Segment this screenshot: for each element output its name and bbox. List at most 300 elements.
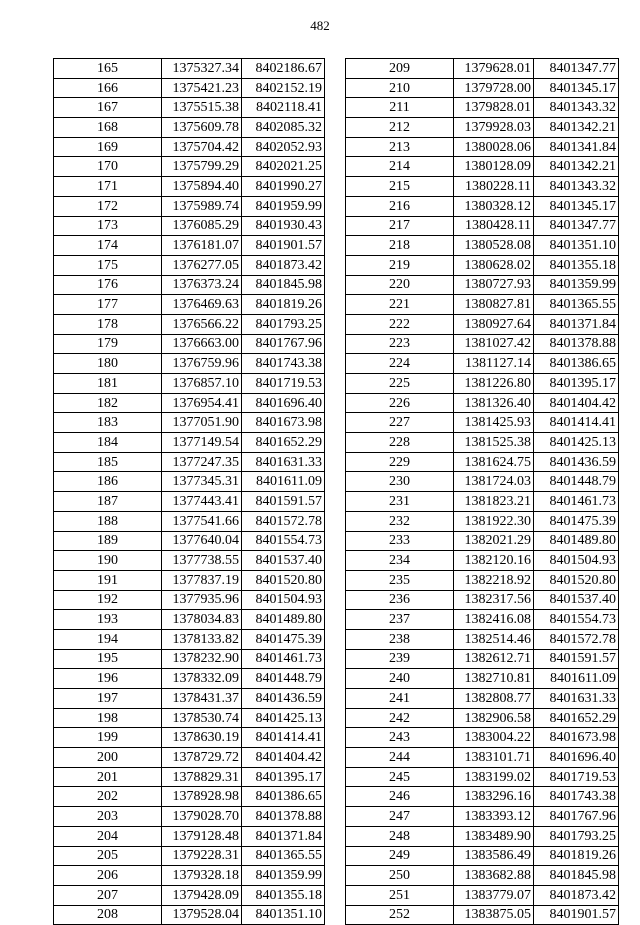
y-coordinate-cell: 8401359.99 (242, 866, 325, 886)
x-coordinate-cell: 1376759.96 (162, 354, 242, 374)
x-coordinate-cell: 1381525.38 (454, 433, 534, 453)
point-number-cell: 225 (346, 374, 454, 394)
y-coordinate-cell: 8401930.43 (242, 216, 325, 236)
table-row (54, 846, 325, 866)
x-coordinate-cell: 1376663.00 (162, 334, 242, 354)
point-number-cell: 221 (346, 295, 454, 315)
y-coordinate-cell: 8401425.13 (534, 433, 619, 453)
table-row (54, 393, 325, 413)
point-number-cell: 178 (54, 314, 162, 334)
x-coordinate-cell: 1383296.16 (454, 787, 534, 807)
point-number-cell: 184 (54, 433, 162, 453)
table-row (54, 295, 325, 315)
point-number-cell: 214 (346, 157, 454, 177)
table-row (54, 137, 325, 157)
y-coordinate-cell: 8401436.59 (242, 689, 325, 709)
point-number-cell: 212 (346, 118, 454, 138)
x-coordinate-cell: 1378034.83 (162, 610, 242, 630)
table-row (346, 610, 619, 630)
x-coordinate-cell: 1375609.78 (162, 118, 242, 138)
y-coordinate-cell: 8402021.25 (242, 157, 325, 177)
point-number-cell: 181 (54, 374, 162, 394)
y-coordinate-cell: 8401873.42 (534, 885, 619, 905)
y-coordinate-cell: 8401395.17 (534, 374, 619, 394)
table-row (54, 610, 325, 630)
point-number-cell: 236 (346, 590, 454, 610)
x-coordinate-cell: 1378729.72 (162, 748, 242, 768)
point-number-cell: 166 (54, 78, 162, 98)
table-row (54, 570, 325, 590)
y-coordinate-cell: 8401793.25 (242, 314, 325, 334)
x-coordinate-cell: 1382906.58 (454, 708, 534, 728)
x-coordinate-cell: 1383682.88 (454, 866, 534, 886)
table-row (346, 236, 619, 256)
point-number-cell: 167 (54, 98, 162, 118)
table-row (346, 177, 619, 197)
x-coordinate-cell: 1381624.75 (454, 452, 534, 472)
point-number-cell: 239 (346, 649, 454, 669)
x-coordinate-cell: 1383393.12 (454, 807, 534, 827)
table-row (346, 787, 619, 807)
point-number-cell: 179 (54, 334, 162, 354)
table-row (54, 98, 325, 118)
x-coordinate-cell: 1383875.05 (454, 905, 534, 925)
point-number-cell: 173 (54, 216, 162, 236)
x-coordinate-cell: 1382808.77 (454, 689, 534, 709)
y-coordinate-cell: 8401819.26 (534, 846, 619, 866)
x-coordinate-cell: 1383199.02 (454, 767, 534, 787)
x-coordinate-cell: 1378232.90 (162, 649, 242, 669)
y-coordinate-cell: 8401461.73 (242, 649, 325, 669)
table-row (54, 531, 325, 551)
point-number-cell: 224 (346, 354, 454, 374)
table-row (346, 433, 619, 453)
y-coordinate-cell: 8401351.10 (534, 236, 619, 256)
x-coordinate-cell: 1382514.46 (454, 629, 534, 649)
y-coordinate-cell: 8401386.65 (242, 787, 325, 807)
x-coordinate-cell: 1377051.90 (162, 413, 242, 433)
table-row (54, 629, 325, 649)
x-coordinate-cell: 1375704.42 (162, 137, 242, 157)
y-coordinate-cell: 8401378.88 (242, 807, 325, 827)
table-row (346, 157, 619, 177)
table-row (54, 157, 325, 177)
y-coordinate-cell: 8401365.55 (242, 846, 325, 866)
y-coordinate-cell: 8401611.09 (242, 472, 325, 492)
y-coordinate-cell: 8401696.40 (242, 393, 325, 413)
y-coordinate-cell: 8401572.78 (534, 629, 619, 649)
point-number-cell: 195 (54, 649, 162, 669)
x-coordinate-cell: 1375327.34 (162, 59, 242, 79)
y-coordinate-cell: 8401395.17 (242, 767, 325, 787)
point-number-cell: 232 (346, 511, 454, 531)
table-row (54, 374, 325, 394)
table-row (346, 689, 619, 709)
x-coordinate-cell: 1382021.29 (454, 531, 534, 551)
x-coordinate-cell: 1383101.71 (454, 748, 534, 768)
point-number-cell: 241 (346, 689, 454, 709)
table-row (346, 334, 619, 354)
x-coordinate-cell: 1375989.74 (162, 196, 242, 216)
table-row (346, 59, 619, 79)
point-number-cell: 227 (346, 413, 454, 433)
x-coordinate-cell: 1376373.24 (162, 275, 242, 295)
table-row (54, 78, 325, 98)
y-coordinate-cell: 8401520.80 (242, 570, 325, 590)
point-number-cell: 192 (54, 590, 162, 610)
table-row (54, 314, 325, 334)
y-coordinate-cell: 8401342.21 (534, 157, 619, 177)
table-row (54, 905, 325, 925)
x-coordinate-cell: 1376277.05 (162, 255, 242, 275)
y-coordinate-cell: 8401386.65 (534, 354, 619, 374)
point-number-cell: 235 (346, 570, 454, 590)
y-coordinate-cell: 8401767.96 (534, 807, 619, 827)
x-coordinate-cell: 1376085.29 (162, 216, 242, 236)
table-row (54, 511, 325, 531)
x-coordinate-cell: 1377345.31 (162, 472, 242, 492)
point-number-cell: 168 (54, 118, 162, 138)
x-coordinate-cell: 1379828.01 (454, 98, 534, 118)
table-row (54, 669, 325, 689)
table-row (346, 728, 619, 748)
point-number-cell: 198 (54, 708, 162, 728)
point-number-cell: 215 (346, 177, 454, 197)
x-coordinate-cell: 1376469.63 (162, 295, 242, 315)
y-coordinate-cell: 8401873.42 (242, 255, 325, 275)
x-coordinate-cell: 1379228.31 (162, 846, 242, 866)
y-coordinate-cell: 8402152.19 (242, 78, 325, 98)
point-number-cell: 222 (346, 314, 454, 334)
y-coordinate-cell: 8401554.73 (242, 531, 325, 551)
table-row (346, 649, 619, 669)
point-number-cell: 199 (54, 728, 162, 748)
table-row (54, 807, 325, 827)
table-row (54, 748, 325, 768)
table-row (346, 748, 619, 768)
point-number-cell: 186 (54, 472, 162, 492)
point-number-cell: 210 (346, 78, 454, 98)
x-coordinate-cell: 1382710.81 (454, 669, 534, 689)
y-coordinate-cell: 8401355.18 (534, 255, 619, 275)
point-number-cell: 185 (54, 452, 162, 472)
y-coordinate-cell: 8401355.18 (242, 885, 325, 905)
point-number-cell: 213 (346, 137, 454, 157)
x-coordinate-cell: 1381425.93 (454, 413, 534, 433)
y-coordinate-cell: 8401343.32 (534, 98, 619, 118)
x-coordinate-cell: 1383779.07 (454, 885, 534, 905)
point-number-cell: 204 (54, 826, 162, 846)
y-coordinate-cell: 8401448.79 (534, 472, 619, 492)
point-number-cell: 223 (346, 334, 454, 354)
point-number-cell: 231 (346, 492, 454, 512)
x-coordinate-cell: 1375799.29 (162, 157, 242, 177)
x-coordinate-cell: 1380827.81 (454, 295, 534, 315)
x-coordinate-cell: 1383586.49 (454, 846, 534, 866)
x-coordinate-cell: 1380328.12 (454, 196, 534, 216)
x-coordinate-cell: 1378431.37 (162, 689, 242, 709)
coordinates-table-right (345, 58, 619, 925)
table-row (346, 98, 619, 118)
point-number-cell: 170 (54, 157, 162, 177)
point-number-cell: 252 (346, 905, 454, 925)
y-coordinate-cell: 8401696.40 (534, 748, 619, 768)
x-coordinate-cell: 1383004.22 (454, 728, 534, 748)
point-number-cell: 169 (54, 137, 162, 157)
table-row (346, 472, 619, 492)
point-number-cell: 248 (346, 826, 454, 846)
point-number-cell: 205 (54, 846, 162, 866)
point-number-cell: 211 (346, 98, 454, 118)
table-row (346, 885, 619, 905)
table-row (54, 492, 325, 512)
y-coordinate-cell: 8401414.41 (534, 413, 619, 433)
y-coordinate-cell: 8401343.32 (534, 177, 619, 197)
x-coordinate-cell: 1381823.21 (454, 492, 534, 512)
x-coordinate-cell: 1380428.11 (454, 216, 534, 236)
table-row (346, 590, 619, 610)
y-coordinate-cell: 8401537.40 (242, 551, 325, 571)
y-coordinate-cell: 8401673.98 (242, 413, 325, 433)
y-coordinate-cell: 8401793.25 (534, 826, 619, 846)
point-number-cell: 202 (54, 787, 162, 807)
coordinates-table-right-body (346, 59, 619, 925)
x-coordinate-cell: 1377640.04 (162, 531, 242, 551)
table-row (54, 590, 325, 610)
point-number-cell: 194 (54, 629, 162, 649)
x-coordinate-cell: 1378530.74 (162, 708, 242, 728)
table-row (54, 413, 325, 433)
point-number-cell: 175 (54, 255, 162, 275)
table-row (346, 492, 619, 512)
y-coordinate-cell: 8401719.53 (534, 767, 619, 787)
y-coordinate-cell: 8401845.98 (242, 275, 325, 295)
table-row (346, 511, 619, 531)
table-row (54, 866, 325, 886)
table-row (346, 196, 619, 216)
point-number-cell: 188 (54, 511, 162, 531)
table-row (346, 531, 619, 551)
point-number-cell: 242 (346, 708, 454, 728)
y-coordinate-cell: 8401819.26 (242, 295, 325, 315)
table-row (54, 196, 325, 216)
table-row (346, 570, 619, 590)
x-coordinate-cell: 1379628.01 (454, 59, 534, 79)
point-number-cell: 200 (54, 748, 162, 768)
y-coordinate-cell: 8401673.98 (534, 728, 619, 748)
y-coordinate-cell: 8401572.78 (242, 511, 325, 531)
x-coordinate-cell: 1380727.93 (454, 275, 534, 295)
y-coordinate-cell: 8401489.80 (534, 531, 619, 551)
coordinates-table-left-body (54, 59, 325, 925)
table-row (54, 275, 325, 295)
table-row (346, 905, 619, 925)
x-coordinate-cell: 1377247.35 (162, 452, 242, 472)
point-number-cell: 201 (54, 767, 162, 787)
table-row (346, 393, 619, 413)
table-row (54, 452, 325, 472)
y-coordinate-cell: 8401489.80 (242, 610, 325, 630)
x-coordinate-cell: 1381922.30 (454, 511, 534, 531)
y-coordinate-cell: 8401611.09 (534, 669, 619, 689)
table-row (54, 255, 325, 275)
x-coordinate-cell: 1377935.96 (162, 590, 242, 610)
y-coordinate-cell: 8401901.57 (242, 236, 325, 256)
y-coordinate-cell: 8401448.79 (242, 669, 325, 689)
point-number-cell: 238 (346, 629, 454, 649)
table-row (54, 708, 325, 728)
x-coordinate-cell: 1379328.18 (162, 866, 242, 886)
point-number-cell: 246 (346, 787, 454, 807)
point-number-cell: 206 (54, 866, 162, 886)
table-row (346, 275, 619, 295)
y-coordinate-cell: 8401371.84 (534, 314, 619, 334)
point-number-cell: 180 (54, 354, 162, 374)
table-row (346, 629, 619, 649)
x-coordinate-cell: 1379728.00 (454, 78, 534, 98)
page-number: 482 (310, 18, 330, 33)
y-coordinate-cell: 8401461.73 (534, 492, 619, 512)
point-number-cell: 251 (346, 885, 454, 905)
x-coordinate-cell: 1376954.41 (162, 393, 242, 413)
y-coordinate-cell: 8401631.33 (242, 452, 325, 472)
point-number-cell: 196 (54, 669, 162, 689)
x-coordinate-cell: 1378133.82 (162, 629, 242, 649)
point-number-cell: 247 (346, 807, 454, 827)
y-coordinate-cell: 8401652.29 (534, 708, 619, 728)
point-number-cell: 193 (54, 610, 162, 630)
point-number-cell: 228 (346, 433, 454, 453)
y-coordinate-cell: 8401554.73 (534, 610, 619, 630)
x-coordinate-cell: 1381724.03 (454, 472, 534, 492)
point-number-cell: 165 (54, 59, 162, 79)
table-row (346, 807, 619, 827)
table-row (54, 354, 325, 374)
y-coordinate-cell: 8401719.53 (242, 374, 325, 394)
point-number-cell: 216 (346, 196, 454, 216)
point-number-cell: 183 (54, 413, 162, 433)
y-coordinate-cell: 8401504.93 (534, 551, 619, 571)
point-number-cell: 243 (346, 728, 454, 748)
y-coordinate-cell: 8401990.27 (242, 177, 325, 197)
x-coordinate-cell: 1381027.42 (454, 334, 534, 354)
y-coordinate-cell: 8401959.99 (242, 196, 325, 216)
point-number-cell: 174 (54, 236, 162, 256)
point-number-cell: 233 (346, 531, 454, 551)
table-row (346, 708, 619, 728)
y-coordinate-cell: 8401414.41 (242, 728, 325, 748)
x-coordinate-cell: 1378630.19 (162, 728, 242, 748)
x-coordinate-cell: 1381127.14 (454, 354, 534, 374)
table-row (54, 334, 325, 354)
x-coordinate-cell: 1380528.08 (454, 236, 534, 256)
table-row (54, 177, 325, 197)
x-coordinate-cell: 1377149.54 (162, 433, 242, 453)
point-number-cell: 249 (346, 846, 454, 866)
y-coordinate-cell: 8401767.96 (242, 334, 325, 354)
point-number-cell: 190 (54, 551, 162, 571)
y-coordinate-cell: 8401537.40 (534, 590, 619, 610)
point-number-cell: 244 (346, 748, 454, 768)
x-coordinate-cell: 1380028.06 (454, 137, 534, 157)
x-coordinate-cell: 1379028.70 (162, 807, 242, 827)
table-row (346, 137, 619, 157)
y-coordinate-cell: 8401347.77 (534, 216, 619, 236)
table-row (346, 118, 619, 138)
table-row (54, 885, 325, 905)
table-row (346, 354, 619, 374)
table-row (54, 826, 325, 846)
point-number-cell: 217 (346, 216, 454, 236)
point-number-cell: 226 (346, 393, 454, 413)
x-coordinate-cell: 1381226.80 (454, 374, 534, 394)
point-number-cell: 203 (54, 807, 162, 827)
table-row (346, 452, 619, 472)
point-number-cell: 237 (346, 610, 454, 630)
x-coordinate-cell: 1383489.90 (454, 826, 534, 846)
point-number-cell: 230 (346, 472, 454, 492)
y-coordinate-cell: 8402118.41 (242, 98, 325, 118)
y-coordinate-cell: 8401378.88 (534, 334, 619, 354)
y-coordinate-cell: 8401520.80 (534, 570, 619, 590)
x-coordinate-cell: 1379128.48 (162, 826, 242, 846)
point-number-cell: 245 (346, 767, 454, 787)
y-coordinate-cell: 8401845.98 (534, 866, 619, 886)
y-coordinate-cell: 8401347.77 (534, 59, 619, 79)
x-coordinate-cell: 1382416.08 (454, 610, 534, 630)
point-number-cell: 209 (346, 59, 454, 79)
y-coordinate-cell: 8401425.13 (242, 708, 325, 728)
y-coordinate-cell: 8401475.39 (534, 511, 619, 531)
x-coordinate-cell: 1382120.16 (454, 551, 534, 571)
point-number-cell: 187 (54, 492, 162, 512)
table-row (346, 216, 619, 236)
x-coordinate-cell: 1378829.31 (162, 767, 242, 787)
point-number-cell: 171 (54, 177, 162, 197)
y-coordinate-cell: 8401371.84 (242, 826, 325, 846)
y-coordinate-cell: 8401365.55 (534, 295, 619, 315)
point-number-cell: 220 (346, 275, 454, 295)
point-number-cell: 234 (346, 551, 454, 571)
table-row (54, 787, 325, 807)
x-coordinate-cell: 1377443.41 (162, 492, 242, 512)
table-row (346, 413, 619, 433)
table-row (346, 314, 619, 334)
table-row (54, 551, 325, 571)
x-coordinate-cell: 1379428.09 (162, 885, 242, 905)
table-row (54, 236, 325, 256)
x-coordinate-cell: 1378928.98 (162, 787, 242, 807)
y-coordinate-cell: 8401591.57 (534, 649, 619, 669)
y-coordinate-cell: 8401436.59 (534, 452, 619, 472)
coordinates-table-left (53, 58, 325, 925)
table-row (54, 649, 325, 669)
point-number-cell: 172 (54, 196, 162, 216)
y-coordinate-cell: 8401404.42 (242, 748, 325, 768)
x-coordinate-cell: 1381326.40 (454, 393, 534, 413)
y-coordinate-cell: 8402186.67 (242, 59, 325, 79)
x-coordinate-cell: 1380228.11 (454, 177, 534, 197)
table-row (346, 374, 619, 394)
table-row (346, 255, 619, 275)
point-number-cell: 229 (346, 452, 454, 472)
y-coordinate-cell: 8401359.99 (534, 275, 619, 295)
table-row (54, 767, 325, 787)
point-number-cell: 208 (54, 905, 162, 925)
table-row (346, 551, 619, 571)
table-row (54, 728, 325, 748)
x-coordinate-cell: 1376566.22 (162, 314, 242, 334)
